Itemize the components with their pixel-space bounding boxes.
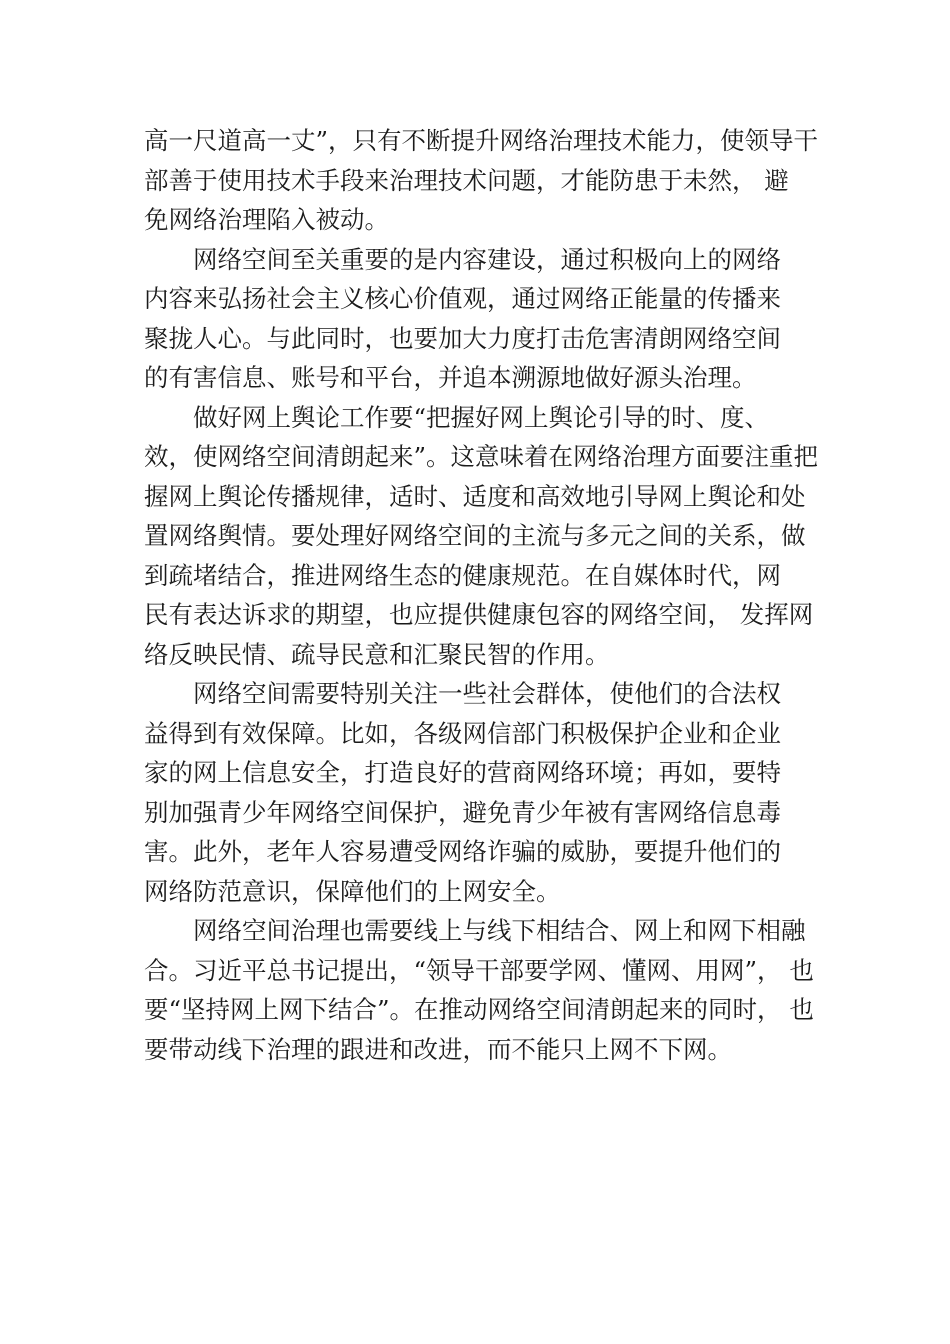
text-line: 内容来弘扬社会主义核心价值观，通过网络正能量的传播来 [144,284,781,313]
text-line: 网络空间至关重要的是内容建设，通过积极向上的网络 [193,244,781,274]
paragraph-2 [144,240,834,398]
text-line: 部善于使用技术手段来治理技术问题，才能防患于未然， 避 [144,165,789,195]
paragraph-1 [144,121,834,240]
text-line: 网络空间治理也需要线上与线下相结合、网上和网下相融 [193,916,806,945]
text-line: 民有表达诉求的期望，也应提供健康包容的网络空间， 发挥网 [144,600,814,629]
text-line: 置网络舆情。要处理好网络空间的主流与多元之间的关系，做 [144,521,806,550]
text-line: 聚拢人心。与此同时，也要加大力度打击危害清朗网络空间 [144,323,781,353]
text-line: 做好网上舆论工作要“把握好网上舆论引导的时、度、 [193,402,770,432]
paragraph-4 [144,674,834,911]
text-line: 络反映民情、疏导民意和汇聚民智的作用。 [144,639,610,669]
paragraph-5 [144,911,834,1069]
text-line: 到疏堵结合，推进网络生态的健康规范。在自媒体时代，网 [144,560,781,590]
text-line: 要带动线下治理的跟进和改进，而不能只上网不下网。 [144,1034,732,1064]
text-line: 要“坚持网上网下结合”。在推动网络空间清朗起来的同时， 也 [144,995,814,1024]
text-line: 益得到有效保障。比如，各级网信部门积极保护企业和企业 [144,718,781,748]
text-line: 的有害信息、账号和平台，并追本溯源地做好源头治理。 [144,363,757,392]
text-line: 效，使网络空间清朗起来”。这意味着在网络治理方面要注重把 [144,442,819,471]
text-line: 家的网上信息安全，打造良好的营商网络环境；再如，要特 [144,758,781,787]
text-line: 合。习近平总书记提出，“领导干部要学网、懂网、用网”， 也 [144,955,814,985]
paragraph-3 [144,398,834,675]
document-body [144,121,834,1069]
text-line: 网络防范意识，保障他们的上网安全。 [144,876,561,906]
text-line: 害。此外，老年人容易遭受网络诈骗的威胁，要提升他们的 [144,837,781,866]
text-line: 握网上舆论传播规律，适时、适度和高效地引导网上舆论和处 [144,481,806,511]
text-line: 网络空间需要特别关注一些社会群体，使他们的合法权 [193,679,781,708]
text-line: 免网络治理陷入被动。 [144,205,389,234]
text-line: 高一尺道高一丈”，只有不断提升网络治理技术能力，使领导干 [144,126,819,155]
text-line: 别加强青少年网络空间保护，避免青少年被有害网络信息毒 [144,797,781,827]
